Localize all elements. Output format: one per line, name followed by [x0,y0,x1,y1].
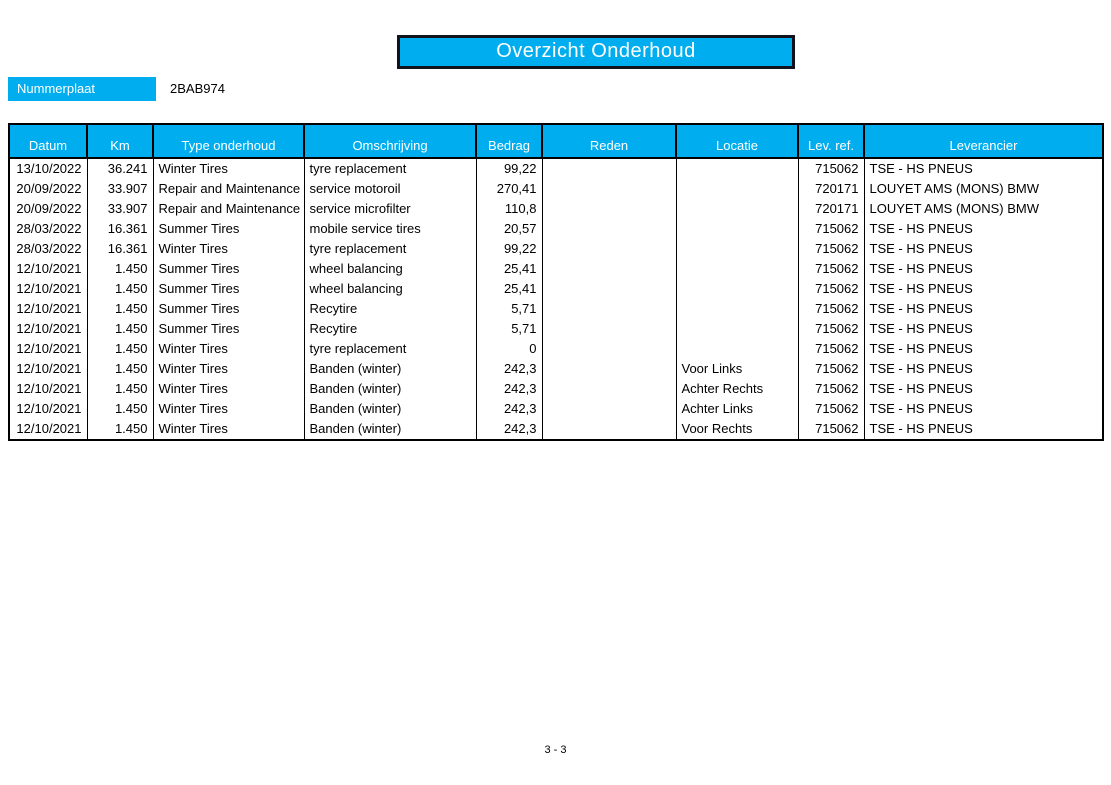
cell-omschrijving: tyre replacement [304,158,476,179]
table-row [9,199,1103,219]
cell-type: Summer Tires [153,259,304,279]
cell-locatie: Voor Rechts [676,419,798,440]
cell-datum: 20/09/2022 [9,199,87,219]
cell-locatie [676,339,798,359]
cell-datum: 12/10/2021 [9,299,87,319]
cell-datum: 12/10/2021 [9,379,87,399]
cell-datum: 12/10/2021 [9,359,87,379]
column-header-km: Km [87,124,153,158]
cell-reden [542,259,676,279]
cell-reden [542,158,676,179]
cell-locatie [676,279,798,299]
maintenance-table [8,123,1104,441]
cell-bedrag: 25,41 [476,259,542,279]
cell-reden [542,319,676,339]
cell-levref: 720171 [798,179,864,199]
cell-km: 1.450 [87,399,153,419]
cell-datum: 20/09/2022 [9,179,87,199]
cell-omschrijving: tyre replacement [304,239,476,259]
cell-bedrag: 5,71 [476,319,542,339]
cell-locatie [676,299,798,319]
cell-levref: 715062 [798,319,864,339]
cell-bedrag: 242,3 [476,359,542,379]
cell-reden [542,339,676,359]
cell-levref: 715062 [798,419,864,440]
cell-levref: 715062 [798,299,864,319]
cell-reden [542,179,676,199]
table-row [9,219,1103,239]
cell-omschrijving: Banden (winter) [304,359,476,379]
table-row [9,279,1103,299]
table-row [9,399,1103,419]
cell-locatie [676,259,798,279]
column-header-reden: Reden [542,124,676,158]
cell-bedrag: 242,3 [476,419,542,440]
cell-levref: 715062 [798,259,864,279]
column-header-datum: Datum [9,124,87,158]
cell-locatie [676,239,798,259]
cell-locatie: Achter Links [676,399,798,419]
cell-omschrijving: Banden (winter) [304,379,476,399]
cell-datum: 12/10/2021 [9,399,87,419]
cell-km: 1.450 [87,419,153,440]
cell-type: Winter Tires [153,419,304,440]
column-header-locatie: Locatie [676,124,798,158]
cell-locatie [676,158,798,179]
cell-type: Summer Tires [153,279,304,299]
column-header-omschrijving: Omschrijving [304,124,476,158]
cell-reden [542,399,676,419]
column-header-levref: Lev. ref. [798,124,864,158]
cell-type: Summer Tires [153,219,304,239]
cell-datum: 28/03/2022 [9,219,87,239]
cell-datum: 12/10/2021 [9,279,87,299]
cell-levref: 720171 [798,199,864,219]
cell-km: 1.450 [87,379,153,399]
cell-levref: 715062 [798,379,864,399]
table-row [9,179,1103,199]
cell-datum: 12/10/2021 [9,339,87,359]
cell-levref: 715062 [798,339,864,359]
table-row [9,319,1103,339]
cell-locatie [676,219,798,239]
cell-locatie [676,179,798,199]
cell-bedrag: 20,57 [476,219,542,239]
cell-bedrag: 99,22 [476,239,542,259]
cell-levref: 715062 [798,239,864,259]
cell-reden [542,279,676,299]
table-row [9,419,1103,440]
column-header-leverancier: Leverancier [864,124,1103,158]
cell-km: 16.361 [87,239,153,259]
cell-type: Winter Tires [153,359,304,379]
cell-datum: 12/10/2021 [9,319,87,339]
cell-levref: 715062 [798,399,864,419]
cell-locatie [676,319,798,339]
cell-leverancier: LOUYET AMS (MONS) BMW [864,179,1103,199]
cell-leverancier: TSE - HS PNEUS [864,339,1103,359]
cell-bedrag: 25,41 [476,279,542,299]
cell-omschrijving: wheel balancing [304,279,476,299]
license-plate-label: Nummerplaat [8,77,156,101]
table-row [9,158,1103,179]
column-header-bedrag: Bedrag [476,124,542,158]
cell-omschrijving: mobile service tires [304,219,476,239]
cell-leverancier: TSE - HS PNEUS [864,359,1103,379]
cell-bedrag: 242,3 [476,379,542,399]
cell-reden [542,359,676,379]
cell-bedrag: 110,8 [476,199,542,219]
license-plate-value: 2BAB974 [170,81,225,96]
cell-omschrijving: Banden (winter) [304,399,476,419]
cell-type: Winter Tires [153,339,304,359]
page-title: Overzicht Onderhoud [397,35,795,69]
cell-type: Repair and Maintenance [153,199,304,219]
cell-type: Winter Tires [153,379,304,399]
table-row [9,359,1103,379]
cell-km: 1.450 [87,279,153,299]
column-header-type: Type onderhoud [153,124,304,158]
cell-reden [542,199,676,219]
cell-levref: 715062 [798,219,864,239]
cell-omschrijving: Banden (winter) [304,419,476,440]
cell-omschrijving: service motoroil [304,179,476,199]
cell-type: Winter Tires [153,239,304,259]
cell-reden [542,419,676,440]
cell-leverancier: LOUYET AMS (MONS) BMW [864,199,1103,219]
cell-km: 1.450 [87,259,153,279]
cell-levref: 715062 [798,158,864,179]
cell-leverancier: TSE - HS PNEUS [864,319,1103,339]
cell-locatie [676,199,798,219]
cell-type: Summer Tires [153,319,304,339]
cell-datum: 13/10/2022 [9,158,87,179]
table-row [9,239,1103,259]
cell-bedrag: 270,41 [476,179,542,199]
cell-omschrijving: tyre replacement [304,339,476,359]
cell-km: 33.907 [87,199,153,219]
cell-locatie: Achter Rechts [676,379,798,399]
cell-leverancier: TSE - HS PNEUS [864,399,1103,419]
table-body [9,158,1103,440]
cell-omschrijving: Recytire [304,299,476,319]
cell-bedrag: 99,22 [476,158,542,179]
table-row [9,379,1103,399]
cell-leverancier: TSE - HS PNEUS [864,158,1103,179]
cell-type: Summer Tires [153,299,304,319]
cell-type: Repair and Maintenance [153,179,304,199]
cell-bedrag: 5,71 [476,299,542,319]
cell-datum: 12/10/2021 [9,259,87,279]
cell-locatie: Voor Links [676,359,798,379]
table-row [9,259,1103,279]
cell-km: 1.450 [87,359,153,379]
cell-leverancier: TSE - HS PNEUS [864,279,1103,299]
cell-km: 16.361 [87,219,153,239]
cell-leverancier: TSE - HS PNEUS [864,379,1103,399]
cell-omschrijving: Recytire [304,319,476,339]
cell-leverancier: TSE - HS PNEUS [864,219,1103,239]
cell-km: 36.241 [87,158,153,179]
cell-km: 1.450 [87,339,153,359]
cell-bedrag: 0 [476,339,542,359]
cell-leverancier: TSE - HS PNEUS [864,259,1103,279]
cell-leverancier: TSE - HS PNEUS [864,419,1103,440]
table-row [9,339,1103,359]
cell-reden [542,239,676,259]
cell-reden [542,379,676,399]
cell-reden [542,219,676,239]
cell-type: Winter Tires [153,158,304,179]
cell-datum: 28/03/2022 [9,239,87,259]
cell-type: Winter Tires [153,399,304,419]
cell-km: 1.450 [87,319,153,339]
cell-leverancier: TSE - HS PNEUS [864,299,1103,319]
cell-datum: 12/10/2021 [9,419,87,440]
table-header-row [9,124,1103,158]
cell-reden [542,299,676,319]
cell-bedrag: 242,3 [476,399,542,419]
cell-km: 1.450 [87,299,153,319]
table-row [9,299,1103,319]
cell-levref: 715062 [798,359,864,379]
cell-omschrijving: service microfilter [304,199,476,219]
cell-leverancier: TSE - HS PNEUS [864,239,1103,259]
cell-levref: 715062 [798,279,864,299]
cell-omschrijving: wheel balancing [304,259,476,279]
page-indicator: 3 - 3 [544,744,567,756]
cell-km: 33.907 [87,179,153,199]
